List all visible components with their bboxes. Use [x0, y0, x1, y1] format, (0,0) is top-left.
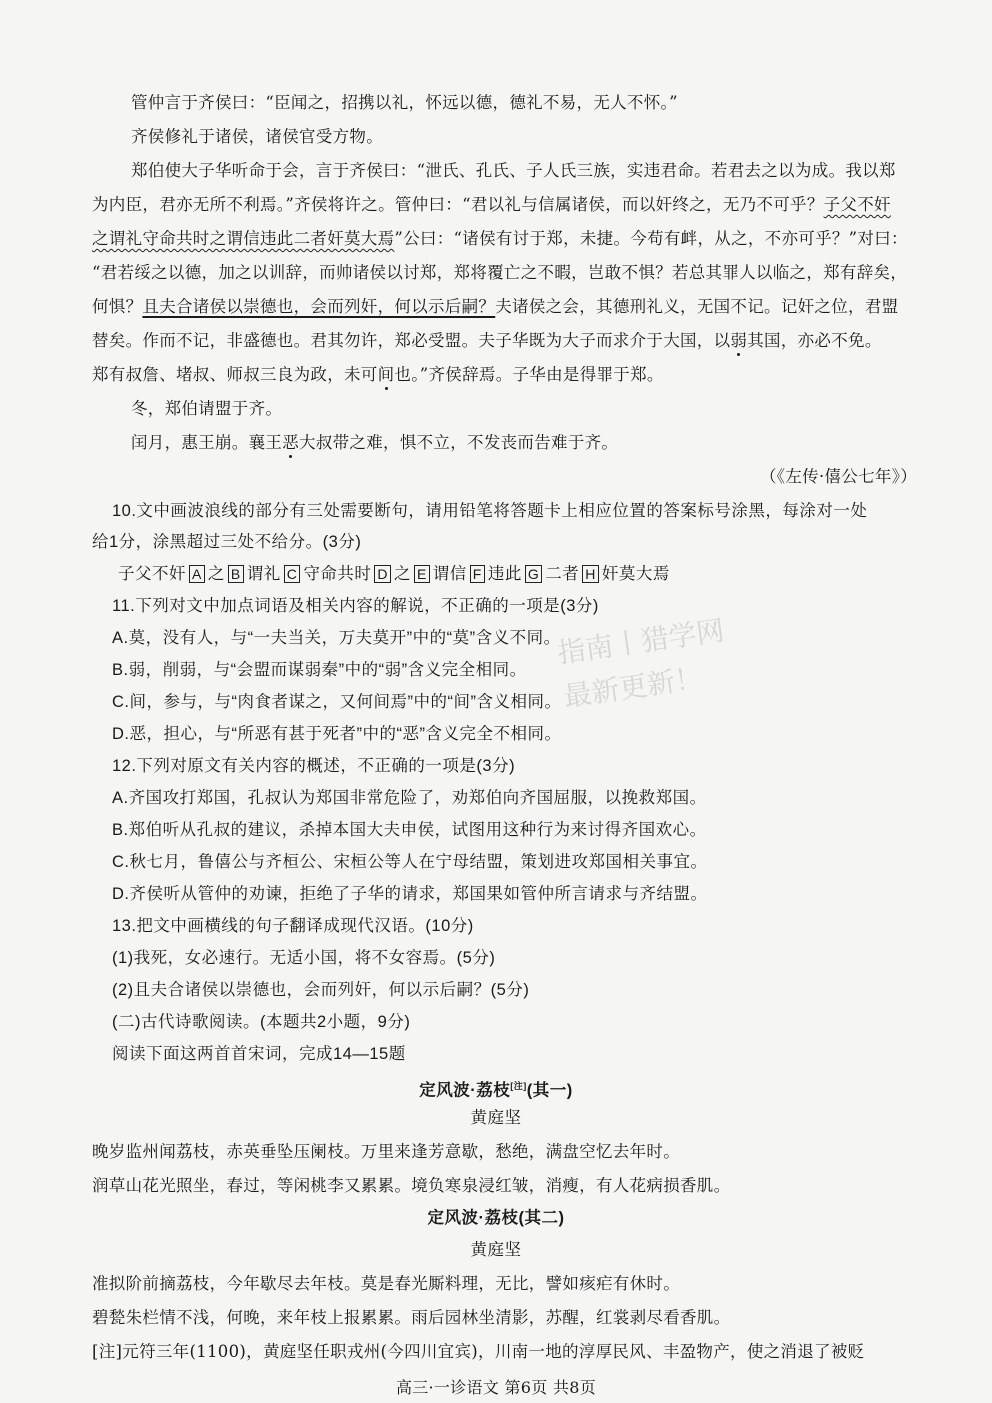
- segment-text: 之: [207, 565, 225, 583]
- poem-title-text: 定风波·荔枝: [419, 1081, 511, 1100]
- question-10-stem-line-1: 10.文中画波浪线的部分有三处需要断句，请用铅笔将答题卡上相应位置的答案标号涂黑，每涂对一处: [112, 502, 868, 520]
- question-11-option-b: B.弱，削弱，与“会盟而谋弱秦”中的“弱”含义完全相同。: [112, 661, 527, 679]
- passage-paragraph-3-line-1: 郑伯使大子华听命于会，言于齐侯曰：“泄氏、孔氏、子人氏三族，实违君命。若君去之以为成。我以郑: [131, 161, 896, 180]
- question-13-sentence-2: (2)且夫合诸侯以崇德也，会而列奸，何以示后嗣？(5分): [112, 981, 530, 999]
- segment-text: 谓礼: [246, 565, 281, 583]
- poem-1-line-2: 润草山花光照坐，春过，等闲桃李又累累。境负寒泉浸红皱，消瘦，有人花病损香肌。: [92, 1176, 731, 1195]
- passage-paragraph-3-line-5: [92, 295, 898, 319]
- segment-text: 奸莫大焉: [601, 565, 670, 583]
- underlined-sentence: 且夫合诸侯以崇德也，会而列奸，何以示后嗣？: [142, 297, 496, 316]
- break-option-a[interactable]: A: [189, 565, 205, 583]
- question-10-segment-options: [118, 562, 670, 586]
- question-11-option-d: D.恶，担心，与“所恶有甚于死者”中的“恶”含义完全不相同。: [112, 725, 562, 743]
- passage-paragraph-3-line-4: “君若绥之以德，加之以训辞，而帅诸侯以讨郑，郑将覆亡之不暇，岂敢不惧？若总其罪人以临之，郑有辞矣，: [92, 263, 908, 282]
- passage-paragraph-3-line-6: [92, 329, 882, 353]
- passage-paragraph-2: 齐侯修礼于诸侯，诸侯官受方物。: [131, 127, 383, 146]
- section-2-title: (二)古代诗歌阅读。(本题共2小题，9分): [112, 1013, 411, 1031]
- break-option-c[interactable]: C: [284, 565, 301, 583]
- question-11-stem: 11.下列对文中加点词语及相关内容的解说，不正确的一项是(3分): [112, 597, 599, 615]
- segment-text: 二者: [545, 565, 580, 583]
- passage-paragraph-3-line-3: [92, 227, 908, 251]
- passage-text: 何惧？: [92, 297, 143, 316]
- passage-paragraph-3-line-7: [92, 363, 664, 387]
- question-13-stem: 13.把文中画横线的句子翻译成现代汉语。(10分): [112, 917, 474, 935]
- wavy-underline-text: 子父不奸: [823, 195, 891, 214]
- break-option-h[interactable]: H: [582, 565, 599, 583]
- passage-paragraph-3-line-2: [92, 193, 891, 217]
- question-11-option-c: C.间，参与，与“肉食者谋之，又何间焉”中的“间”含义相同。: [112, 693, 562, 711]
- watermark-line-2: 最新更新！: [561, 661, 705, 714]
- question-13-sentence-1: (1)我死，女必速行。无适小国，将不女容焉。(5分): [112, 949, 496, 967]
- passage-text: 为内臣，君亦无所不利焉。”齐侯将许之。管仲曰：“君以礼与信属诸侯，而以奸终之，无乃不可乎？: [92, 195, 824, 214]
- poem-2-author: 黄庭坚: [470, 1241, 522, 1259]
- dotted-word: 间: [377, 365, 395, 384]
- passage-paragraph-5: [131, 431, 618, 455]
- passage-text: 郑有叔詹、堵叔、师叔三良为政，未可: [92, 365, 378, 384]
- poem-2-line-1: 准拟阶前摘荔枝，今年歇尽去年枝。莫是春光厮料理，无比，譬如痎疟有休时。: [92, 1274, 680, 1293]
- passage-text: ”公曰：“诸侯有讨于郑，未捷。今苟有衅，从之，不亦可乎？”对曰：: [394, 229, 908, 248]
- segment-text: 子父不奸: [118, 565, 186, 583]
- section-2-intro: 阅读下面这两首首宋词，完成14—15题: [112, 1045, 406, 1063]
- passage-paragraph-4: 冬，郑伯请盟于齐。: [131, 399, 283, 418]
- passage-text: 夫诸侯之会，其德刑礼义，无国不记。记奸之位，君盟: [495, 297, 899, 316]
- question-12-stem: 12.下列对原文有关内容的概述，不正确的一项是(3分): [112, 757, 516, 775]
- passage-source: （《左传·僖公七年》）: [760, 467, 918, 486]
- question-12-option-c: C.秋七月，鲁僖公与齐桓公、宋桓公等人在宁母结盟，策划进攻郑国相关事宜。: [112, 853, 708, 871]
- segment-text: 谓信: [432, 565, 467, 583]
- break-option-g[interactable]: G: [525, 565, 542, 583]
- note-marker: [注]: [510, 1081, 527, 1091]
- passage-text: 其国，亦必不免。: [747, 331, 882, 350]
- poem-1-author: 黄庭坚: [470, 1109, 522, 1127]
- watermark: [555, 609, 734, 720]
- annotation-note: [注]元符三年(1100)，黄庭坚任职戎州(今四川宜宾)，川南一地的淳厚民风、丰盈物产，使之消退了被贬: [92, 1342, 865, 1361]
- question-10-stem-line-2: 给1分，涂黑超过三处不给分。(3分): [92, 533, 362, 551]
- watermark-line-1: 指南丨猎学网: [555, 613, 727, 670]
- passage-text: 替矣。作而不记，非盛德也。君其勿许，郑必受盟。夫子华既为大子而求介于大国，以: [92, 331, 731, 350]
- dotted-word: 弱: [730, 331, 748, 350]
- segment-text: 之: [393, 565, 411, 583]
- break-option-f[interactable]: F: [470, 565, 485, 583]
- poem-2-title: 定风波·荔枝(其二): [427, 1209, 565, 1227]
- segment-text: 违此: [487, 565, 522, 583]
- poem-2-line-2: 碧甃朱栏情不浅，何晚，来年枝上报累累。雨后园林坐清影，苏醒，红裳剥尽看香肌。: [92, 1308, 731, 1327]
- break-option-b[interactable]: B: [228, 565, 244, 583]
- question-12-option-b: B.郑伯听从孔叔的建议，杀掉本国大夫申侯，试图用这种行为来讨得齐国欢心。: [112, 821, 707, 839]
- break-option-d[interactable]: D: [374, 565, 391, 583]
- page-footer: 高三·一诊语文 第6页 共8页: [395, 1378, 597, 1397]
- dotted-word: 恶: [282, 433, 300, 452]
- question-11-option-a: A.莫，没有人，与“一夫当关，万夫莫开”中的“莫”含义不同。: [112, 629, 561, 647]
- passage-paragraph-1: 管仲言于齐侯曰：“臣闻之，招携以礼，怀远以德，德礼不易，无人不怀。”: [131, 93, 678, 112]
- poem-1-title: [0, 1074, 992, 1103]
- passage-text: 大叔带之难，惧不立，不发丧而告难于齐。: [299, 433, 619, 452]
- poem-subtitle: (其一): [526, 1081, 573, 1100]
- poem-1-line-1: 晚岁监州闻荔枝，赤英垂坠压阑枝。万里来逢芳意歇，愁绝，满盘空忆去年时。: [92, 1142, 680, 1161]
- passage-text: 闰月，惠王崩。襄王: [131, 433, 283, 452]
- question-12-option-a: A.齐国攻打郑国，孔叔认为郑国非常危险了，劝郑伯向齐国屈服，以挽救郑国。: [112, 789, 707, 807]
- segment-text: 守命共时: [303, 565, 372, 583]
- passage-text: 也。”齐侯辞焉。子华由是得罪于郑。: [394, 365, 664, 384]
- question-12-option-d: D.齐侯听从管仲的劝谏，拒绝了子华的请求，郑国果如管仲所言请求与齐结盟。: [112, 885, 708, 903]
- wavy-underline-text: 之谓礼守命共时之谓信违此二者奸莫大焉: [92, 229, 395, 248]
- break-option-e[interactable]: E: [414, 565, 430, 583]
